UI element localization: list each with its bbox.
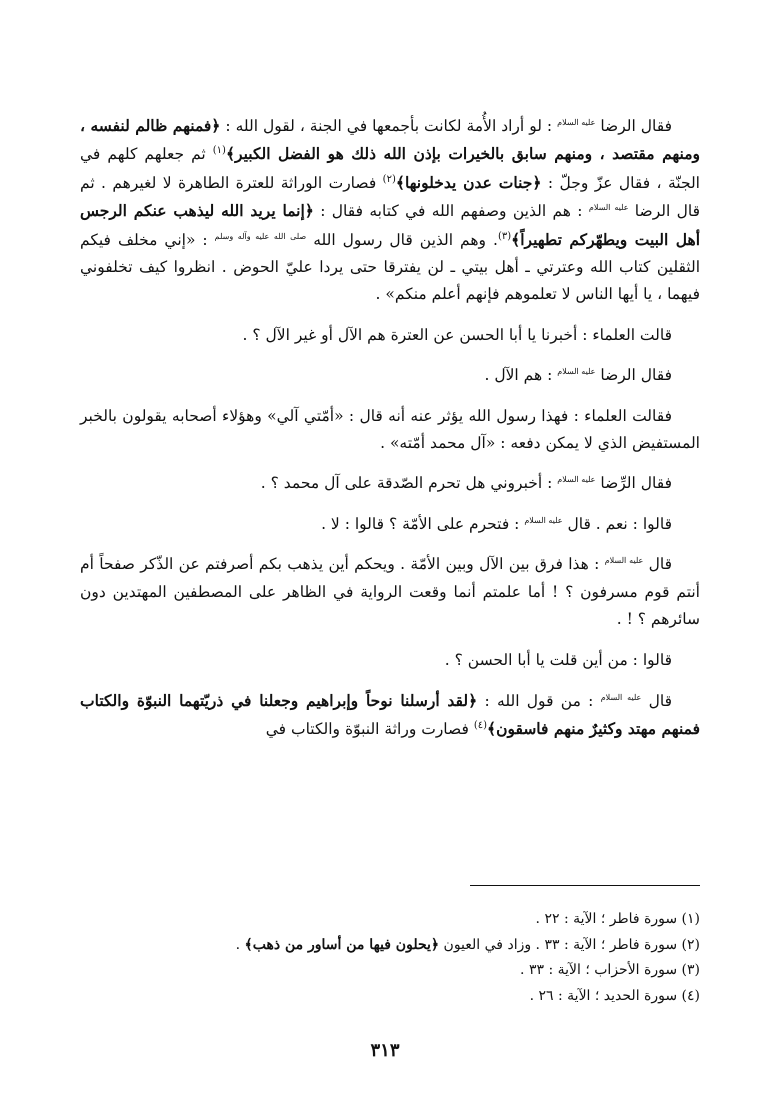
footnote-2 (80, 933, 700, 959)
text-span: : من قول الله : (477, 691, 601, 710)
footnote-3: (٣) سورة الأحزاب ؛ الآية : ٣٣ . (520, 962, 700, 978)
footnote-ref: (٢) (382, 173, 396, 185)
footnote-1: (١) سورة فاطر ؛ الآية : ٢٢ . (535, 911, 700, 927)
footnote-ref: (٣) (497, 230, 512, 242)
text-span: فقال الرِّضا (595, 474, 672, 493)
main-text (80, 112, 700, 757)
text-span: . (235, 936, 245, 953)
text-span: : «إني مخلف فيكم الثقلين كتاب الله وعترتي ـ أهل بيتي ـ لن يفترقا حتى يردا عليّ الحوض . انظروا كيف تخلفوني فيهما ، يا أيها الناس لا تعلموهم فإنهم أعلم منكم» . (80, 230, 700, 304)
footnote-divider (470, 885, 700, 886)
text-span: فصارت الوراثة للعترة الطاهرة لا لغيرهم . ثم قال الرضا (80, 173, 701, 221)
quran-quote: ﴿لقد أرسلنا نوحاً وإبراهيم وجعلنا في ذريّتهما النبوّة والكتاب فمنهم مهتد وكثيرٌ منهم فاسقون﴾ (80, 690, 700, 739)
text-span: : هم الآل . (484, 366, 558, 385)
quran-quote: ﴿إنما يريد الله ليذهب عنكم الرجس أهل البيت ويطهّركم تطهيراً﴾ (80, 201, 701, 249)
paragraph-3 (80, 362, 700, 389)
page-number: ٣١٣ (370, 1040, 400, 1061)
honorific-glyph: عليه السلام (588, 203, 629, 213)
text-span: فقال الرضا (595, 366, 672, 385)
honorific-glyph: عليه السلام (557, 475, 596, 485)
footnote-4: (٤) سورة الحديد ؛ الآية : ٢٦ . (529, 987, 700, 1004)
footnotes (80, 907, 700, 1009)
text-span: : هذا فرق بين الآل وبين الأمّة . ويحكم أين يذهب بكم أصرفتم عن الذّكر صفحاً أم أنتم قوم مسرفون ؟ ! أما علمتم أنما وقعت الرواية في الظاهر على المصطفين المهتدين دون سائرهم ؟ ! . (80, 555, 700, 629)
text-span: فقال الرضا (595, 117, 673, 135)
quran-quote: ﴿يحلون فيها من أساور من ذهب﴾ (244, 936, 440, 953)
honorific-glyph: صلى الله عليه وآله وسلم (214, 231, 307, 241)
text-span: فصارت وراثة النبوّة والكتاب في (265, 720, 474, 739)
quran-quote: ﴿فمنهم ظالم لنفسه ، ومنهم مقتصد ، ومنهم سابق بالخيرات بإذن الله ذلك هو الفضل الكبير﴾ (80, 116, 700, 164)
text-span: : أخبروني هل تحرم الصّدقة على آل محمد ؟ . (260, 474, 558, 493)
text-span: : فتحرم على الأمّة ؟ قالوا : لا . (321, 514, 525, 533)
honorific-glyph: عليه السلام (604, 556, 644, 566)
text-span: : هم الذين وصفهم الله في كتابه فقال : (313, 202, 589, 221)
honorific-glyph: عليه السلام (557, 367, 596, 377)
honorific-glyph: عليه السلام (557, 117, 596, 127)
honorific-glyph: عليه السلام (600, 692, 642, 702)
text-span: (٢) سورة فاطر ؛ الآية : ٣٣ . وزاد في العيون (439, 936, 700, 953)
paragraph-4: فقالت العلماء : فهذا رسول الله يؤثر عنه أنه قال : «أمّتي آلي» وهؤلاء أصحابه يقولون بالخبر المستفيض الذي لا يمكن دفعه : «آل محمد أمّته» . (80, 406, 700, 453)
paragraph-2: قالت العلماء : أخبرنا يا أبا الحسن عن العترة هم الآل أو غير الآل ؟ . (242, 325, 672, 344)
footnote-ref: (١) (212, 145, 226, 157)
text-span: : لو أراد الأُمة لكانت بأجمعها في الجنة ، لقول الله : (220, 117, 558, 135)
text-span: . وهم الذين قال رسول الله (306, 230, 498, 249)
honorific-glyph: عليه السلام (524, 515, 563, 525)
paragraph-7 (80, 551, 700, 633)
paragraph-9 (80, 687, 700, 744)
text-span: قال (641, 691, 672, 710)
paragraph-6 (80, 511, 700, 538)
text-span: قالوا : نعم . قال (562, 514, 672, 533)
paragraph-1 (80, 112, 700, 309)
quran-quote: ﴿جنات عدن يدخلونها﴾ (395, 172, 542, 192)
paragraph-5 (80, 470, 700, 497)
footnote-ref: (٤) (473, 720, 487, 732)
text-span: قال (643, 555, 673, 574)
paragraph-8: قالوا : من أين قلت يا أبا الحسن ؟ . (444, 650, 672, 669)
text-span: ثم جعلهم كلهم في الجنّة ، فقال عزّ وجلّ : (80, 145, 700, 192)
